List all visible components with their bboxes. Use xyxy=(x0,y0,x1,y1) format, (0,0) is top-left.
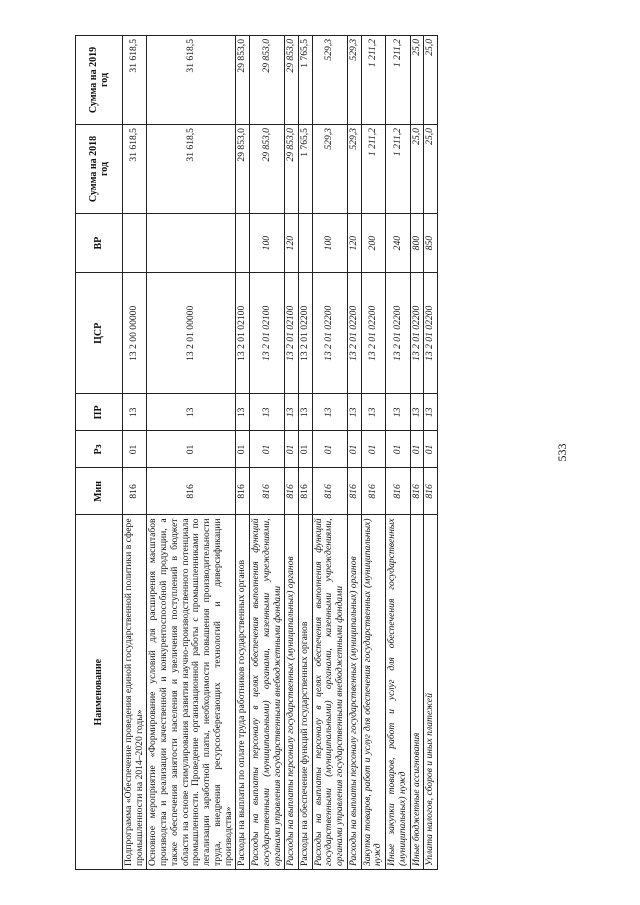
cell-name: Уплата налогов, сборов и иных платежей xyxy=(424,515,438,870)
cell-min: 816 xyxy=(250,468,285,515)
cell-min: 816 xyxy=(299,468,313,515)
cell-sum-2019: 29 853,0 xyxy=(285,36,299,125)
cell-csr: 13 2 01 02200 xyxy=(386,273,410,394)
cell-pr: 13 xyxy=(250,394,285,431)
cell-csr: 13 2 01 02200 xyxy=(347,273,361,394)
cell-min: 816 xyxy=(347,468,361,515)
table-row xyxy=(250,36,285,870)
cell-sum-2019: 529,3 xyxy=(312,36,347,125)
cell-min: 816 xyxy=(285,468,299,515)
cell-vr: 120 xyxy=(347,213,361,272)
budget-table xyxy=(75,35,438,870)
table-row xyxy=(361,36,385,870)
table-row xyxy=(347,36,361,870)
cell-sum-2018: 31 618,5 xyxy=(123,125,147,214)
cell-csr: 13 2 01 02200 xyxy=(410,273,424,394)
cell-rz: 01 xyxy=(147,431,236,468)
cell-csr: 13 2 01 02100 xyxy=(236,273,250,394)
cell-rz: 01 xyxy=(312,431,347,468)
cell-pr: 13 xyxy=(236,394,250,431)
cell-vr: 850 xyxy=(424,213,438,272)
cell-sum-2019: 31 618,5 xyxy=(147,36,236,125)
cell-sum-2018: 29 853,0 xyxy=(250,125,285,214)
table-row xyxy=(147,36,236,870)
page-number: 533 xyxy=(555,443,569,462)
cell-sum-2019: 1 765,5 xyxy=(299,36,313,125)
cell-sum-2019: 25,0 xyxy=(410,36,424,125)
cell-rz: 01 xyxy=(386,431,410,468)
cell-pr: 13 xyxy=(299,394,313,431)
cell-csr: 13 2 01 02200 xyxy=(424,273,438,394)
table-row xyxy=(123,36,147,870)
cell-pr: 13 xyxy=(147,394,236,431)
cell-csr: 13 2 01 02200 xyxy=(361,273,385,394)
cell-csr: 13 2 01 02100 xyxy=(285,273,299,394)
cell-min: 816 xyxy=(123,468,147,515)
cell-min: 816 xyxy=(386,468,410,515)
cell-sum-2018: 529,3 xyxy=(312,125,347,214)
cell-sum-2018: 29 853,0 xyxy=(236,125,250,214)
cell-rz: 01 xyxy=(123,431,147,468)
table-row xyxy=(410,36,424,870)
header-vr: ВР xyxy=(76,213,123,272)
cell-min: 816 xyxy=(424,468,438,515)
cell-name: Закупка товаров, работ и услуг для обеспечения государственных (муниципальных) нужд xyxy=(361,515,385,870)
cell-sum-2019: 1 211,2 xyxy=(361,36,385,125)
table-row xyxy=(424,36,438,870)
cell-vr xyxy=(236,213,250,272)
cell-pr: 13 xyxy=(424,394,438,431)
cell-sum-2019: 29 853,0 xyxy=(236,36,250,125)
header-csr: ЦСР xyxy=(76,273,123,394)
cell-min: 816 xyxy=(312,468,347,515)
header-rz: Рз xyxy=(76,431,123,468)
cell-min: 816 xyxy=(236,468,250,515)
header-pr: ПР xyxy=(76,394,123,431)
cell-sum-2018: 529,3 xyxy=(347,125,361,214)
table-header-row xyxy=(76,36,123,870)
cell-sum-2018: 29 853,0 xyxy=(285,125,299,214)
cell-name: Расходы на выплаты по оплате труда работников государственных органов xyxy=(236,515,250,870)
cell-sum-2019: 1 211,2 xyxy=(386,36,410,125)
cell-name: Расходы на выплаты персоналу в целях обеспечения выполнения функций государственными (муниципальными) органами, казенными учреждениями, органами управления государственными внебюджетными фондами xyxy=(250,515,285,870)
cell-pr: 13 xyxy=(123,394,147,431)
cell-csr: 13 2 01 02200 xyxy=(312,273,347,394)
cell-vr xyxy=(147,213,236,272)
cell-vr: 120 xyxy=(285,213,299,272)
cell-pr: 13 xyxy=(361,394,385,431)
header-sum-2018: Сумма на 2018 год xyxy=(76,125,123,214)
cell-vr xyxy=(299,213,313,272)
cell-pr: 13 xyxy=(285,394,299,431)
cell-sum-2019: 25,0 xyxy=(424,36,438,125)
table-row xyxy=(386,36,410,870)
cell-sum-2018: 1 211,2 xyxy=(386,125,410,214)
cell-vr: 100 xyxy=(250,213,285,272)
cell-sum-2019: 29 853,0 xyxy=(250,36,285,125)
cell-csr: 13 2 01 00000 xyxy=(147,273,236,394)
cell-min: 816 xyxy=(410,468,424,515)
cell-name: Основное мероприятие «Формирование условий для расширения масштабов производства и реализации качественной и конкурентоспособной продукции, а также обеспечения занятости населения и увеличения поступлений в бюджет области на основе стимулирования развития научно-производственного потенциала промышленности. Проведение организационной работы с промышленниками по легализации заработной платы, необходимости повышения производительности труда, внедрения ресурсосберегающих технологий и диверсификации производства» xyxy=(147,515,236,870)
cell-csr: 13 2 00 00000 xyxy=(123,273,147,394)
cell-vr xyxy=(123,213,147,272)
cell-name: Расходы на выплаты персоналу в целях обеспечения выполнения функций государственными (муниципальными) органами, казенными учреждениями, органами управления государственными внебюджетными фондами xyxy=(312,515,347,870)
table-row xyxy=(299,36,313,870)
cell-sum-2018: 1 765,5 xyxy=(299,125,313,214)
cell-sum-2019: 529,3 xyxy=(347,36,361,125)
table-row xyxy=(285,36,299,870)
cell-pr: 13 xyxy=(386,394,410,431)
cell-sum-2018: 1 211,2 xyxy=(361,125,385,214)
cell-vr: 800 xyxy=(410,213,424,272)
cell-sum-2018: 31 618,5 xyxy=(147,125,236,214)
cell-sum-2018: 25,0 xyxy=(410,125,424,214)
cell-name: Иные закупки товаров, работ и услуг для обеспечения государственных (муниципальных) нужд xyxy=(386,515,410,870)
cell-vr: 100 xyxy=(312,213,347,272)
cell-sum-2018: 25,0 xyxy=(424,125,438,214)
header-name: Наименование xyxy=(76,515,123,870)
header-min: Мин xyxy=(76,468,123,515)
table-body xyxy=(123,36,438,870)
cell-rz: 01 xyxy=(285,431,299,468)
cell-pr: 13 xyxy=(410,394,424,431)
cell-rz: 01 xyxy=(236,431,250,468)
cell-name: Подпрограмма «Обеспечение проведения единой государственной политики в сфере промышленности на 2014–2020 годы» xyxy=(123,515,147,870)
cell-name: Расходы на обеспечение функций государственных органов xyxy=(299,515,313,870)
cell-min: 816 xyxy=(147,468,236,515)
table-row xyxy=(312,36,347,870)
cell-rz: 01 xyxy=(250,431,285,468)
header-sum-2019: Сумма на 2019 год xyxy=(76,36,123,125)
cell-pr: 13 xyxy=(312,394,347,431)
cell-vr: 200 xyxy=(361,213,385,272)
cell-vr: 240 xyxy=(386,213,410,272)
cell-rz: 01 xyxy=(299,431,313,468)
table-row xyxy=(236,36,250,870)
cell-name: Расходы на выплаты персоналу государственных (муниципальных) органов xyxy=(285,515,299,870)
cell-rz: 01 xyxy=(410,431,424,468)
cell-sum-2019: 31 618,5 xyxy=(123,36,147,125)
cell-rz: 01 xyxy=(347,431,361,468)
rotated-page xyxy=(75,35,572,870)
cell-min: 816 xyxy=(361,468,385,515)
cell-pr: 13 xyxy=(347,394,361,431)
cell-rz: 01 xyxy=(424,431,438,468)
cell-csr: 13 2 01 02100 xyxy=(250,273,285,394)
cell-rz: 01 xyxy=(361,431,385,468)
cell-csr: 13 2 01 02200 xyxy=(299,273,313,394)
cell-name: Расходы на выплаты персоналу государственных (муниципальных) органов xyxy=(347,515,361,870)
cell-name: Иные бюджетные ассигнования xyxy=(410,515,424,870)
